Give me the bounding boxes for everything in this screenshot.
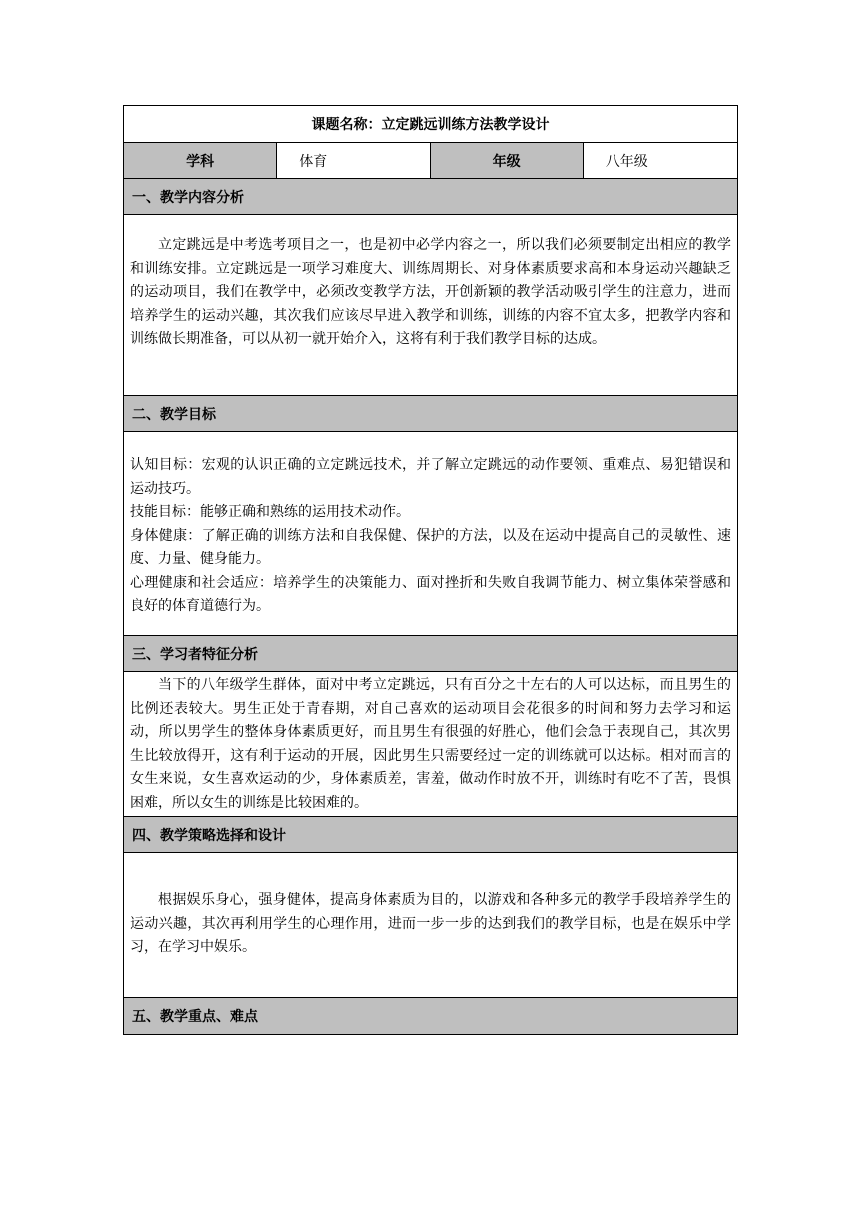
goal-skill: 技能目标：能够正确和熟练的运用技术动作。 — [130, 504, 410, 520]
grade-label: 年级 — [431, 143, 584, 178]
document-title: 课题名称：立定跳远训练方法教学设计 — [124, 106, 737, 143]
goal-psychological: 心理健康和社会适应：培养学生的决策能力、面对挫折和失败自我调节能力、树立集体荣誉感和良好的体育道德行为。 — [130, 574, 731, 614]
goal-physical: 身体健康：了解正确的训练方法和自我保健、保护的方法，以及在运动中提高自己的灵敏性、速度、力量、健身能力。 — [130, 527, 731, 567]
paragraph: 立定跳远是中考选考项目之一，也是初中必学内容之一，所以我们必须要制定出相应的教学和训练安排。立定跳远是一项学习难度大、训练周期长、对身体素质要求高和本身运动兴趣缺乏的运动项目，我们在教学中，必须改变教学方法，开创新颖的教学活动吸引学生的注意力，进而培养学生的运动兴趣，其次我们应该尽早进入教学和训练，训练的内容不宜太多，把教学内容和训练做长期准备，可以从初一就开始介入，这将有利于我们教学目标的达成。 — [130, 237, 731, 347]
paragraph: 当下的八年级学生群体，面对中考立定跳远，只有百分之十左右的人可以达标，而且男生的比例还表较大。男生正处于青春期，对自己喜欢的运动项目会花很多的时间和努力去学习和运动，所以男学生的整体身体素质更好，而且男生有很强的好胜心，他们会急于表现自己，其次男生比较放得开，这有利于运动的开展，因此男生只需要经过一定的训练就可以达标。相对而言的女生来说，女生喜欢运动的少，身体素质差，害羞，做动作时放不开，训练时有吃不了苦，畏惧困难，所以女生的训练是比较困难的。 — [130, 677, 731, 811]
lesson-plan-table — [123, 105, 738, 1035]
paragraph: 根据娱乐身心，强身健体，提高身体素质为目的，以游戏和各种多元的教学手段培养学生的运动兴趣，其次再利用学生的心理作用，进而一步一步的达到我们的教学目标，也是在娱乐中学习，在学习中娱乐。 — [130, 892, 731, 955]
section-body-strategy — [124, 853, 737, 998]
section-body-content-analysis — [124, 215, 737, 396]
section-body-teaching-goals — [124, 432, 737, 636]
section-heading-learner-analysis: 三、学习者特征分析 — [124, 636, 737, 672]
subject-value: 体育 — [277, 143, 430, 178]
section-heading-strategy: 四、教学策略选择和设计 — [124, 817, 737, 853]
grade-value: 八年级 — [605, 153, 648, 170]
info-row — [124, 143, 737, 179]
section-heading-teaching-goals: 二、教学目标 — [124, 396, 737, 432]
section-body-learner-analysis — [124, 672, 737, 817]
section-heading-key-points: 五、教学重点、难点 — [124, 998, 737, 1034]
section-heading-content-analysis: 一、教学内容分析 — [124, 179, 737, 215]
subject-label: 学科 — [124, 143, 277, 178]
goal-cognitive: 认知目标：宏观的认识正确的立定跳远技术，并了解立定跳远的动作要领、重难点、易犯错误和运动技巧。 — [130, 457, 731, 497]
